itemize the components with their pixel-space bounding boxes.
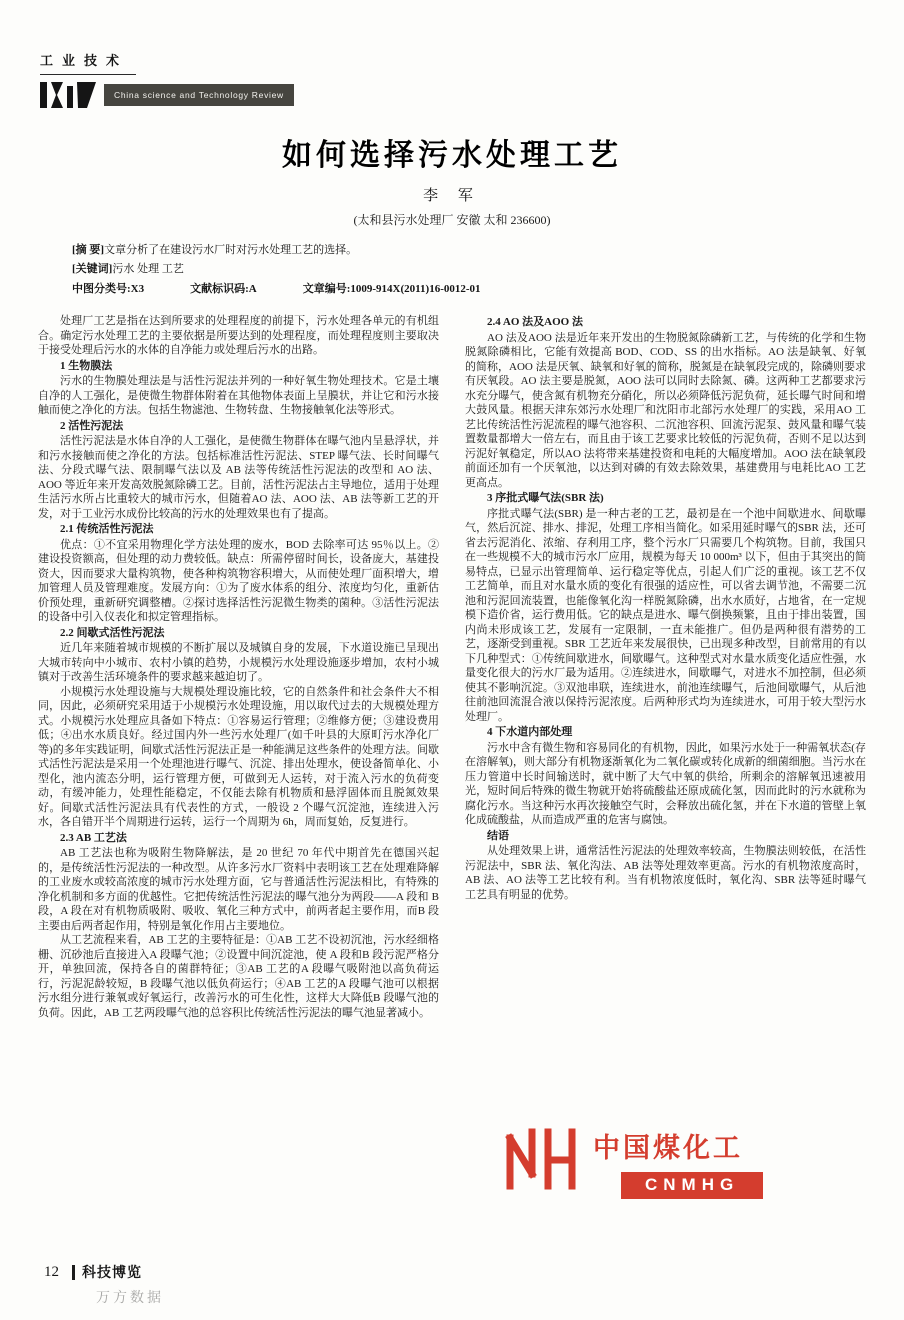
journal-banner: China science and Technology Review xyxy=(104,84,294,106)
paragraph: 序批式曝气法(SBR) 是一种古老的工艺，最初是在一个池中间歇进水、间歇曝气，然后沉淀、排水、排泥，处理工序相当简化。如采用延时曝气的SBR 法，还可省去污泥消化、浓缩、存利用工序，整个污水厂只需要几个构筑物。目前，我国只在一些规模不大的城市污水厂应用，规模为每天 10 000m³ 以下，但由于其突出的简易特点，已显示出管理简单、运行稳定等优点，引起人们广泛的重视。该工艺不仅工艺简单，而且对水量水质的变化有很强的适应性，可以省去调节池，不需要二沉池和污泥回流装置，也能像氧化沟一样脱氮除磷，出水水质好，占地省，在一定规模下造价省，运行费用低。它的缺点是进水、曝气倒换频繁，且由于排出装置，国内尚未形成该工艺，发展有一定限制，一直未能推广。但仍是两种很有潜势的工艺，逐渐受到重视。SBR 工艺近年来发展很快，已出现多种改型，目前常用的有以下几种型式：①传统间歇进水，间歇曝气。这种型式对水量水质变化适应性强，水量变化很大的污水厂最为适用。②连续进水，间歇曝气，对进水不加控制，但必须使其不影响沉淀。③双池串联，连续进水，前池连续曝气，后池间歇曝气，从后池往前池回流混合液以保持污泥浓度。后两种形式均为连续进水，可用于较大型污水处理厂。 xyxy=(465,507,866,723)
subsection-heading: 2.1 传统活性污泥法 xyxy=(60,523,154,535)
paragraph: 近几年来随着城市规模的不断扩展以及城镇自身的发展，下水道设施已呈现出大城市转向中小城市、农村小镇的趋势，小规模污水处理设施逐步增加，农村小城镇对于改善生活环境条件的要求越来越迫切了。 xyxy=(38,642,439,683)
paragraph: 污水的生物膜处理法是与活性污泥法并列的一种好氧生物处理技术。它是土壤自净的人工强化，是使微生物群体附着在其他物体表面上呈膜状，并让它和污水接触而使之净化的方法。包括生物滤池、生物转盘、生物接触氧化法等形式。 xyxy=(38,375,439,416)
brand-name-en: CNMHG xyxy=(621,1172,763,1199)
abstract-text: 文章分析了在建设污水厂时对污水处理工艺的选择。 xyxy=(104,244,358,256)
document-code: 文献标识码:A xyxy=(190,283,257,295)
section-heading: 4 下水道内部处理 xyxy=(487,726,573,738)
keywords-label: [关键词] xyxy=(72,263,113,275)
paragraph: 处理厂工艺是指在达到所要求的处理程度的前提下，污水处理各单元的有机组合。确定污水处理工艺的主要依据是所要达到的处理程度，而处理程度则主要取决于接受处理后污水的水体的自净能力或处理后污水的出路。 xyxy=(38,315,439,356)
journal-category: 工业技术 xyxy=(40,50,136,75)
paragraph: AB 工艺法也称为吸附生物降解法，是 20 世纪 70 年代中期首先在德国兴起的，是传统活性污泥法的一种改型。从许多污水厂资料中表明该工艺在处理难降解的工业废水或较高浓度的城市污水处理方面，它与普通活性污泥法相比，有特殊的净化机制和多方面的优越性。它把传统活性污泥法的曝气池分为两段——A 段和 B 段，A 段在对有机物质吸附、吸收、氧化三种方式中，前两者起主要作用，而B 段主要由后两者起作用，特别是氧化作用占主要地位。 xyxy=(38,847,439,932)
brand-name-cn: 中国煤化工 xyxy=(593,1133,743,1163)
page-footer xyxy=(44,1262,142,1282)
article-title: 如何选择污水处理工艺 xyxy=(282,139,622,172)
article-author: 李 军 xyxy=(423,188,481,204)
footer-divider xyxy=(72,1265,75,1280)
paragraph: 小规模污水处理设施与大规模处理设施比较，它的自然条件和社会条件大不相同，因此，必须研究采用适于小规模污水处理设施，用以取代过去的大规模处理方式。小规模污水处理应具备如下特点：①容易运行管理；②维修方便；③建设费用低；④出水水质良好。经过国内外一些污水处理厂(如千叶县的大原町污水净化厂等)的多年实践证明，间歇式活性污泥法正是一种能满足这些条件的处理方法。间歇式活性污泥法是采用一个处理池进行曝气、沉淀、排出处理水，使设备简单化、小型化，池内流态分明，运行管理方便，可做到无人运转，对于流入污水的负荷变动，有缓冲能力，处理性能稳定，不仅能去除有机物质和悬浮固体而且脱氮效果好。间歇式活性污泥法具有代表性的方式，一般设 2 个曝气沉淀池，连续进入污水，各自错开半个周期进行运转，运行一个周期为 6h，周而复始，反复进行。 xyxy=(38,685,439,828)
article-affiliation: (太和县污水处理厂 安徽 太和 236600) xyxy=(353,213,551,227)
article-meta xyxy=(72,241,836,299)
masthead-row xyxy=(40,82,294,108)
left-column xyxy=(38,314,439,1020)
subsection-heading: 2.3 AB 工艺法 xyxy=(60,831,127,844)
publisher-logo-icon xyxy=(40,82,96,108)
subsection-heading: 2.2 间歇式活性污泥法 xyxy=(60,626,165,639)
paragraph: AO 法及AOO 法是近年来开发出的生物脱氮除磷新工艺，与传统的化学和生物脱氮除磷相比，它能有效提高 BOD、COD、SS 的出水指标。AO 法是缺氧、好氧的简称，AOO 法是厌氧、缺氧和好氧的简称，脱氮是在缺氧段完成的，除磷则要求有厌氧段。AO 法主要是脱氮，AOO 法可以同时去除氮、磷。这两种工艺都要求污水充分曝气，使含氮有机物充分硝化，所以必须降低污泥负荷，延长曝气时间和增大鼓风量。根据天津东郊污水处理厂和沈阳市北部污水处理厂的实践，采用AO 工艺比传统活性污泥流程的曝气池容积、二沉池容积、回流污泥泵、鼓风量和曝气装置数量都增大一倍左右，而且由于该工艺要求比较低的污泥负荷，否则不足以达到污泥好氧稳定，所以AO 法将带来基建投资和电耗的大幅度增加。AOO 法在缺氧段前面还加有一个厌氧池，以达到对磷的有效去除效果，基建费用与电耗比AO 工艺更高点。 xyxy=(465,331,866,489)
masthead xyxy=(40,50,294,108)
cnmhg-logo-icon xyxy=(502,1126,580,1190)
article-body xyxy=(38,314,866,1020)
page-number: 12 xyxy=(44,1263,59,1280)
paragraph: 从工艺流程来看，AB 工艺的主要特征是：①AB 工艺不设初沉池，污水经细格栅、沉砂池后直接进入A 段曝气池；②设置中间沉淀池，使 A 段和B 段污泥严格分开，单独回流，保持各自的菌群特征；③AB 工艺的A 段曝气吸附池以高负荷运行，污泥泥龄较短，B 段曝气池以低负荷运行；④AB 工艺的A 段曝气池可以根据污水组分进行兼氧或好氧运行，改善污水的可生化性，这样大大降低B 段曝气池的负荷。因此，AB 工艺两段曝气池的总容积比传统活性污泥法的曝气池显著减小。 xyxy=(38,934,439,1019)
section-heading: 2 活性污泥法 xyxy=(60,419,124,432)
paragraph: 污水中含有微生物和容易同化的有机物，因此，如果污水处于一种需氧状态(存在溶解氧)，则大部分有机物逐渐氧化为二氧化碳或转化成新的细菌细胞。当污水在压力管道中长时间输送时，就中断了大气中氧的供给，所剩余的溶解氧迅速被用光，短时间后特殊的微生物就开始将硫酸盐还原成硫化氢，因而此时的污水就称为腐化污水。当这种污水再次接触空气时，会释放出硫化氢，并在下水道的管壁上氧化成硫酸盐，从而造成严重的危害与腐蚀。 xyxy=(465,741,866,826)
paragraph: 活性污泥法是水体自净的人工强化，是使微生物群体在曝气池内呈悬浮状，并和污水接触而使之净化的方法。包括标准活性污泥法、STEP 曝气法、长时间曝气法、分段式曝气法、限制曝气法以及 AB 法等传统活性污泥法的改型和 AO 法、AOO 等近年来开发高效脱氮除磷工艺。目前，活性污泥法占主导地位，适用于处理生活污水所占比重较大的城市污水，但随着AO 法、AOO 法、AB 法等新工艺的开发，对于工业污水成份比较高的污水的处理效果也有了提高。 xyxy=(38,435,439,520)
article-number: 文章编号:1009-914X(2011)16-0012-01 xyxy=(302,283,481,295)
section-heading: 1 生物膜法 xyxy=(60,359,113,372)
brand-text xyxy=(593,1126,763,1199)
clc-number: 中图分类号:X3 xyxy=(72,283,145,295)
brand-logo xyxy=(502,1126,763,1199)
codes-line xyxy=(72,280,836,299)
section-heading: 结语 xyxy=(487,829,509,842)
paragraph: 优点：①不宜采用物理化学方法处理的废水，BOD 去除率可达 95％以上。②建设投资额高，但处理的动力费较低。缺点：所需停留时间长，设备庞大，基建投资大，因而要求大量构筑物，使各种构筑物容积增大，从而使处理厂面积增大，增加管理人员及管理难度。发展方向：①为了废水体系的组分、浓度均匀化，重新估价预处理，重新研究调整槽。②探讨选择活性污泥微生物类的菌种。③活性污泥法的设备中引入仪表化和拟定管理指标。 xyxy=(38,538,439,623)
watermark: 万方数据 xyxy=(96,1291,164,1306)
subsection-heading: 2.4 AO 法及AOO 法 xyxy=(487,316,583,328)
keywords-line xyxy=(72,260,836,279)
abstract-label: [摘 要] xyxy=(72,244,105,256)
right-column xyxy=(465,314,866,1020)
journal-mark: 科技博览 xyxy=(82,1266,142,1281)
abstract-line xyxy=(72,241,836,260)
paragraph: 从处理效果上讲，通常活性污泥法的处理效率较高，生物膜法则较低，在活性污泥法中，SBR 法、氧化沟法、AB 法等处理效率更高。污水的有机物浓度高时，AB 法、AO 法等工艺比较有利。当有机物浓度低时，氧化沟、SBR 法等延时曝气工艺具有明显的优势。 xyxy=(465,845,866,901)
section-heading: 3 序批式曝气法(SBR 法) xyxy=(487,492,604,504)
keywords-text: 污水 处理 工艺 xyxy=(112,263,184,275)
